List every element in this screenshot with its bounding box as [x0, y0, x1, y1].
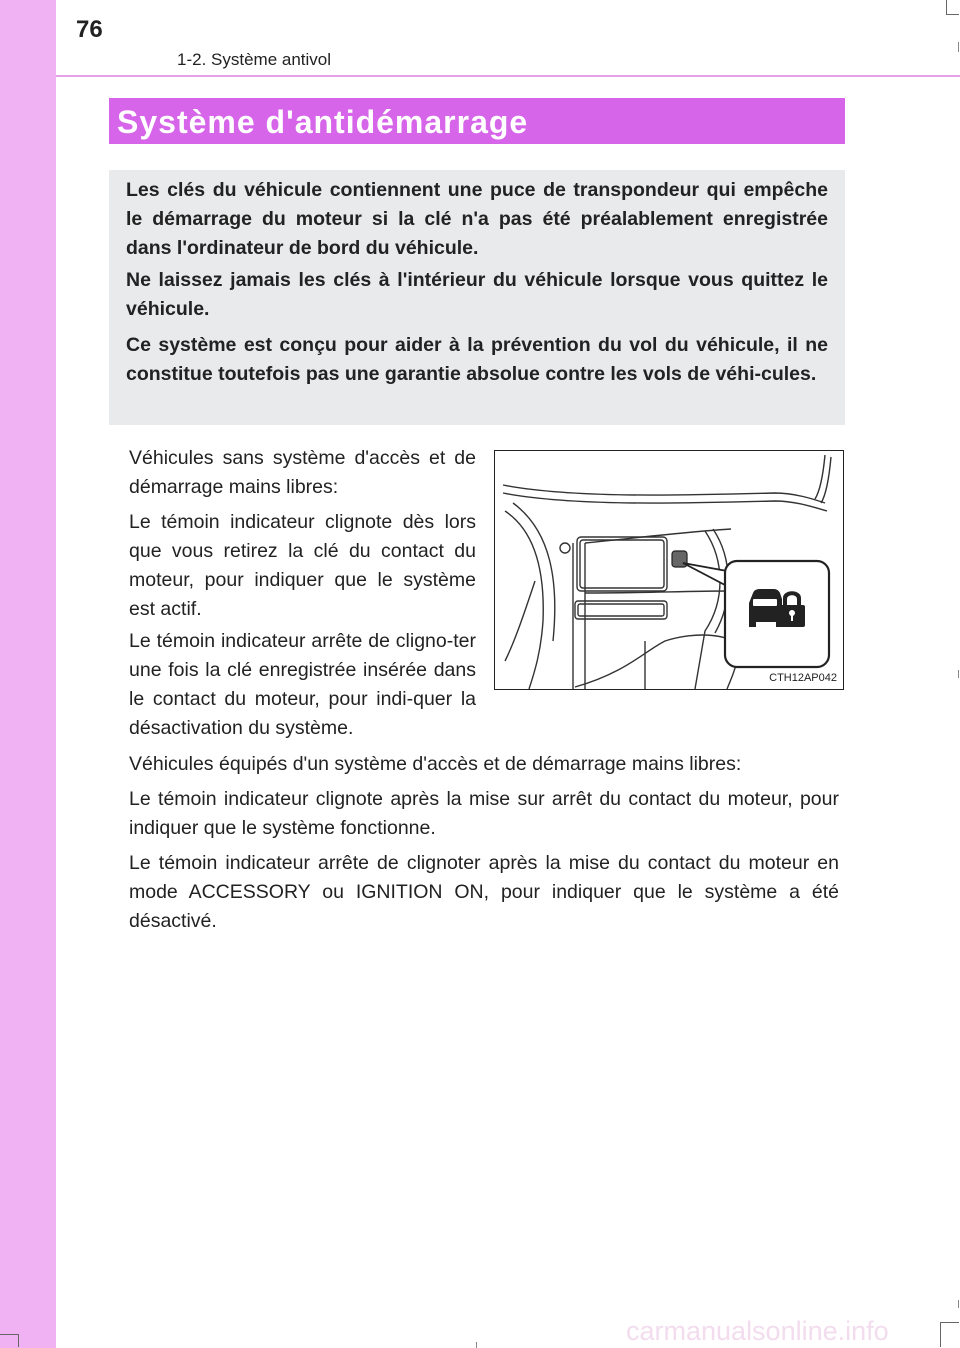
- body-paragraph-1: Véhicules sans système d'accès et de démarrage mains libres:: [129, 447, 476, 498]
- header-divider: [56, 75, 960, 77]
- body-paragraph-6: Le témoin indicateur arrête de clignoter après la mise du contact du moteur en mode ACCESSORY ou IGNITION ON, pour indiquer que le système a été désactivé.: [129, 852, 839, 932]
- page-number: 76: [76, 16, 103, 43]
- crop-tick: [958, 1300, 959, 1308]
- crop-tick: [958, 670, 959, 678]
- info-box: [109, 170, 845, 425]
- info-paragraph-2: Ne laissez jamais les clés à l'intérieur du véhicule lorsque vous quittez le véhicule.: [126, 269, 828, 320]
- crop-mark-top-right: [946, 0, 959, 15]
- crop-mark-bottom-left: [0, 1334, 19, 1347]
- body-paragraph-4: Véhicules équipés d'un système d'accès et de démarrage mains libres:: [129, 753, 742, 775]
- crop-tick: [958, 42, 959, 52]
- section-title-bar: [109, 98, 845, 144]
- crop-mark-bottom-right: [940, 1322, 959, 1347]
- section-title: Système d'antidémarrage: [117, 104, 529, 140]
- info-paragraph-1: Les clés du véhicule contiennent une puce de transpondeur qui empêche le démarrage du moteur si la clé n'a pas été préalablement enregistrée dans l'ordinateur de bord du véhicule.: [126, 179, 828, 259]
- body-paragraph-2: Le témoin indicateur clignote dès lors que vous retirez la clé du contact du moteur, pour indiquer que le système est actif.: [129, 511, 476, 620]
- section-reference: 1-2. Système antivol: [177, 50, 332, 69]
- body-paragraph-3: Le témoin indicateur arrête de cligno-ter une fois la clé enregistrée insérée dans le contact du moteur, pour indi-quer la désactivation du système.: [129, 630, 476, 739]
- crop-tick: [476, 1342, 477, 1348]
- body-paragraph-5: Le témoin indicateur clignote après la mise sur arrêt du contact du moteur, pour indiquer que le système fonctionne.: [129, 788, 839, 839]
- dashboard-drawing: [495, 451, 843, 689]
- car-lock-icon: [749, 589, 805, 627]
- dashboard-illustration: [494, 450, 844, 690]
- page-side-tab: [0, 0, 56, 1348]
- figure-code: CTH12AP042: [769, 672, 837, 684]
- watermark: carmanualsonline.info: [626, 1316, 889, 1346]
- info-paragraph-3: Ce système est conçu pour aider à la prévention du vol du véhicule, il ne constitue toutefois pas une garantie absolue contre les vols de véhi-cules.: [126, 334, 828, 385]
